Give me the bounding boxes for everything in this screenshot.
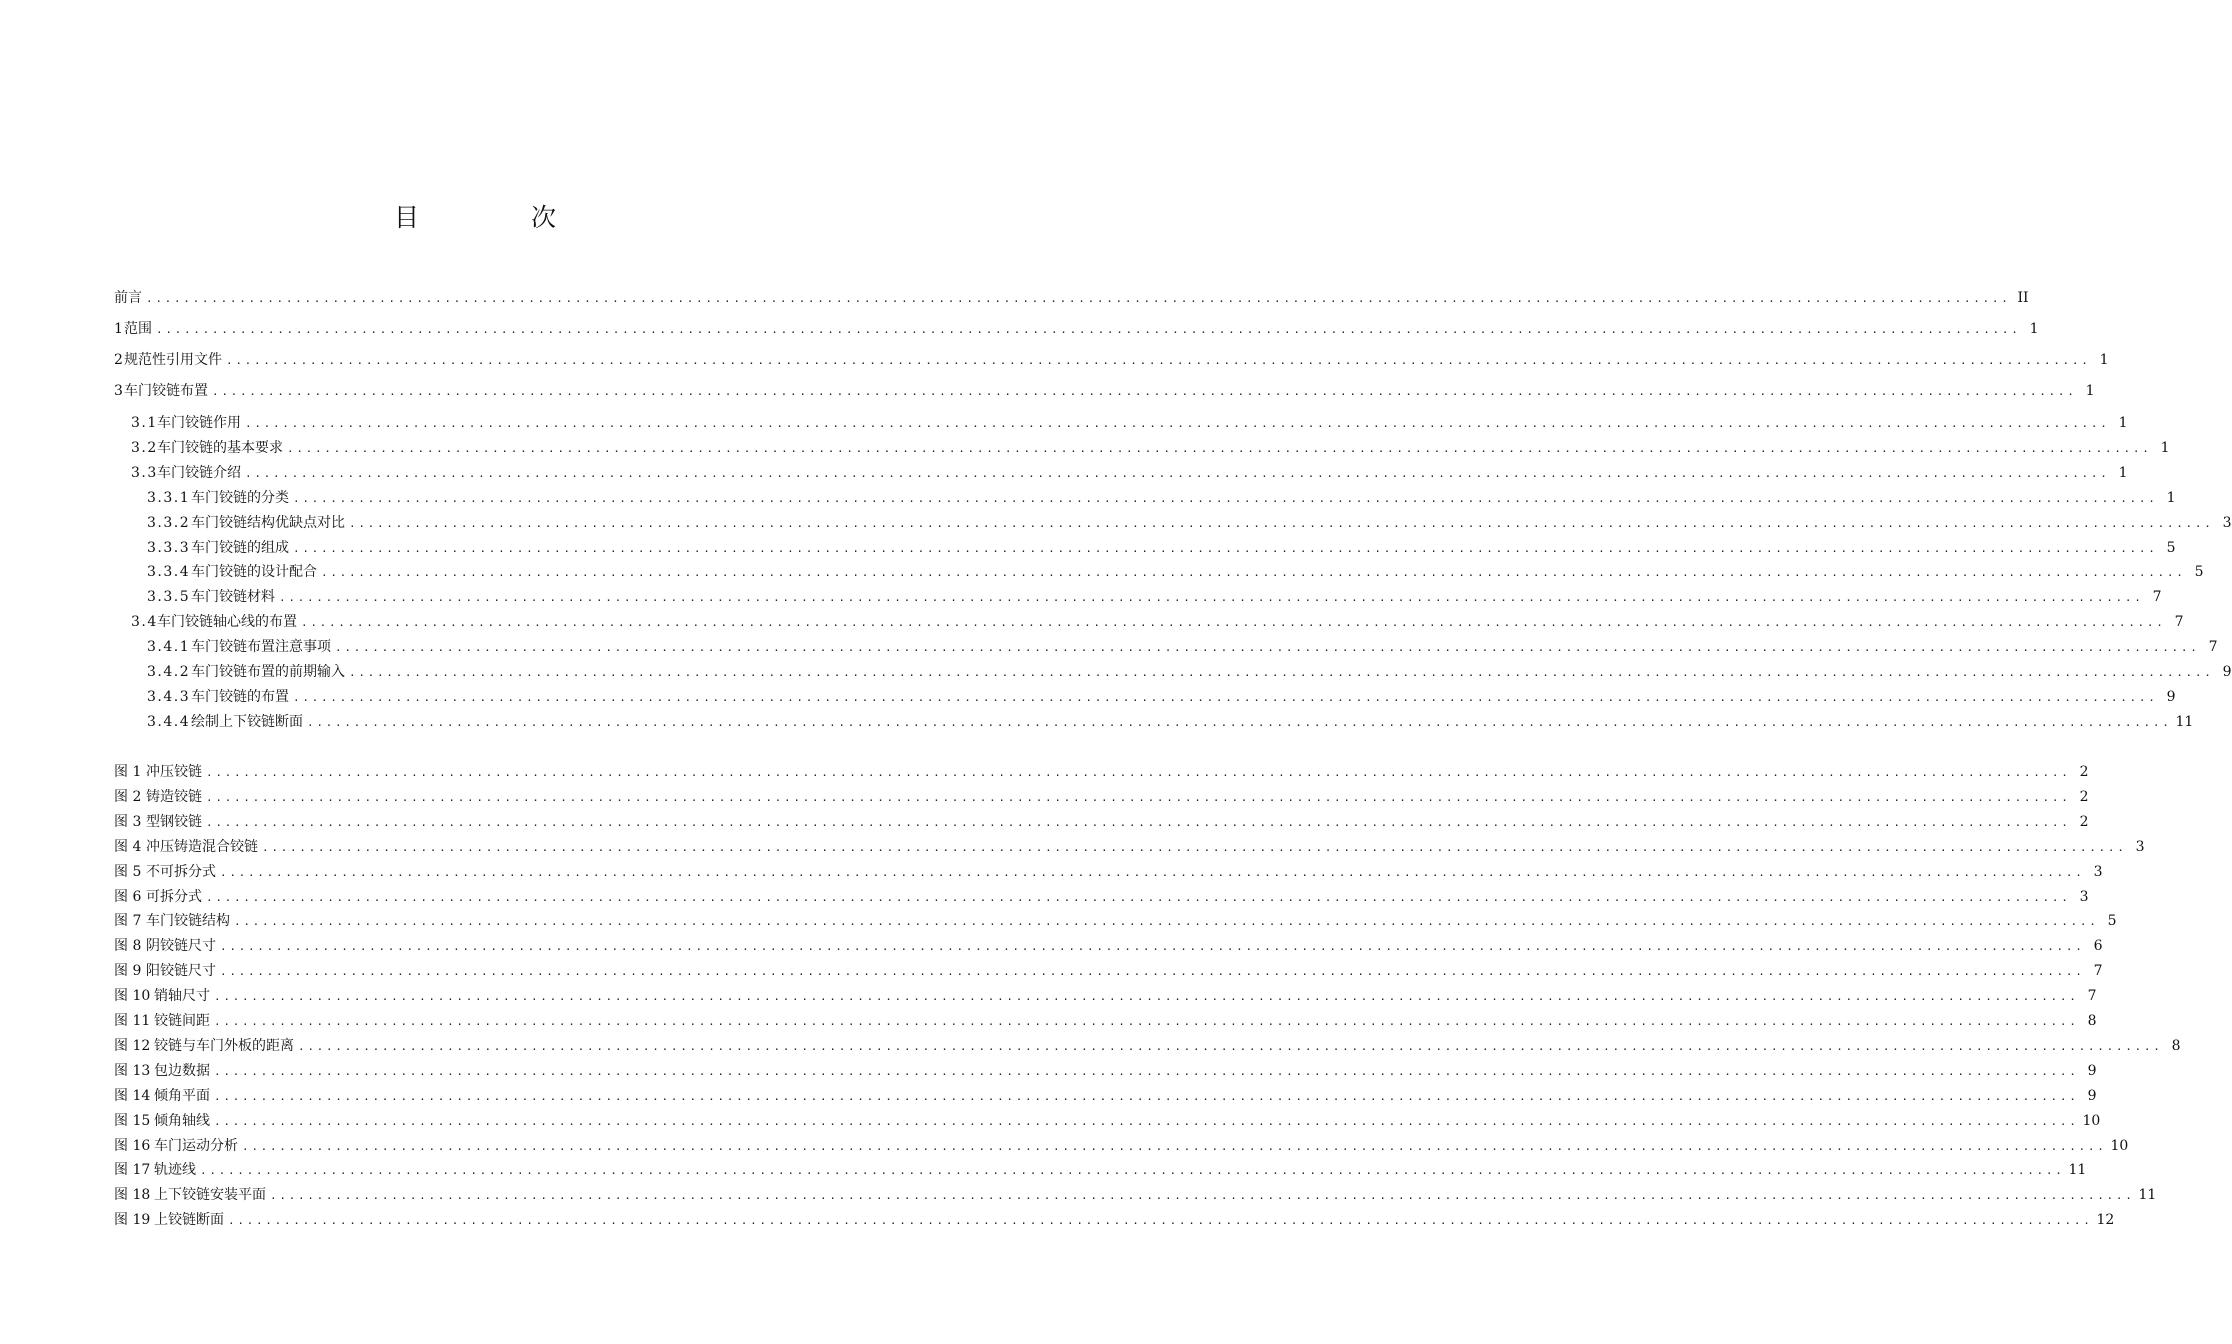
toc-entry-number: 3.3 (131, 465, 158, 481)
figure-number: 图 13 (114, 1062, 151, 1079)
figure-number: 图 8 (114, 938, 142, 955)
figure-label: 销轴尺寸 (154, 988, 210, 1005)
leader-dots: ........................................................................................................................................................................................................ (206, 790, 2071, 804)
toc-entry[interactable] (114, 288, 2029, 308)
figure-entry[interactable] (114, 1136, 2129, 1156)
leader-dots: ........................................................................................................................................................................................................ (349, 517, 2214, 530)
page-title: 目 次 (394, 203, 608, 232)
leader-dots: ........................................................................................................................................................................................................ (206, 766, 2071, 779)
toc-entry[interactable] (131, 413, 2128, 433)
toc-entry-label: 车门铰链作用 (157, 415, 241, 431)
figure-number: 图 19 (114, 1212, 151, 1229)
figure-entry[interactable] (114, 837, 2145, 857)
page-number: 1 (2118, 465, 2128, 481)
toc-entry[interactable] (147, 538, 2176, 558)
page-number: 9 (2087, 1087, 2097, 1104)
leader-dots: ........................................................................................................................................................................................................ (220, 865, 2085, 879)
figure-entry[interactable] (114, 1036, 2181, 1056)
page-number: 9 (2166, 689, 2176, 705)
toc-entry[interactable] (131, 612, 2184, 632)
page-number: 2 (2079, 788, 2089, 805)
leader-dots: ........................................................................................................................................................................................................ (220, 940, 2085, 954)
figure-number: 图 12 (114, 1037, 151, 1054)
figure-number: 图 17 (114, 1162, 151, 1179)
toc-entry[interactable] (114, 350, 2109, 370)
toc-entry-label: 前言 (114, 290, 142, 306)
toc-entry[interactable] (147, 488, 2176, 508)
toc-entry[interactable] (147, 513, 2232, 533)
toc-entry-number: 1 (114, 321, 125, 337)
page-number: 1 (2160, 440, 2170, 456)
figure-label: 倾角轴线 (154, 1112, 210, 1129)
page-number: 11 (2138, 1187, 2157, 1204)
leader-dots: ........................................................................................................................................................................................................ (293, 691, 2158, 704)
figure-number: 图 6 (114, 888, 142, 905)
leader-dots: ........................................................................................................................................................................................................ (200, 1164, 2065, 1178)
leader-dots: ........................................................................................................................................................................................................ (214, 1015, 2079, 1028)
toc-entry-number: 3.4.2 (147, 664, 191, 680)
toc-entry-label: 车门铰链结构优缺点对比 (191, 515, 345, 531)
toc-entry-label: 车门铰链的分类 (191, 490, 289, 506)
leader-dots: ........................................................................................................................................................................................................ (293, 542, 2158, 555)
figure-entry[interactable] (114, 1086, 2097, 1106)
leader-dots: ........................................................................................................................................................................................................ (245, 467, 2110, 480)
leader-dots: ........................................................................................................................................................................................................ (146, 292, 2011, 305)
leader-dots: ........................................................................................................................................................................................................ (226, 354, 2091, 367)
figure-entry[interactable] (114, 762, 2089, 782)
toc-entry-label: 车门铰链的布置 (191, 689, 289, 705)
page-number: 1 (2085, 383, 2095, 399)
figure-label: 阴铰链尺寸 (146, 938, 216, 955)
figure-number: 图 2 (114, 788, 142, 805)
toc-entry[interactable] (147, 587, 2162, 607)
toc-entry-number: 3.2 (131, 440, 158, 456)
page-number: 6 (2093, 938, 2103, 955)
page-number: 12 (2096, 1212, 2115, 1229)
figure-label: 车门运动分析 (154, 1137, 238, 1154)
toc-entry-label: 车门铰链轴心线的布置 (157, 614, 297, 630)
page-number: 10 (2082, 1112, 2101, 1129)
page-number: 3 (2222, 515, 2232, 531)
toc-entry-number: 3.1 (131, 415, 158, 431)
figure-number: 图 16 (114, 1137, 151, 1154)
toc-entry-number: 3.4.1 (147, 639, 191, 655)
toc-entry-label: 车门铰链布置的前期输入 (191, 664, 345, 680)
toc-entry[interactable] (114, 381, 2095, 401)
leader-dots: ........................................................................................................................................................................................................ (321, 566, 2186, 579)
figure-entry[interactable] (114, 961, 2103, 981)
toc-entry[interactable] (131, 438, 2170, 458)
page-number: 9 (2222, 664, 2232, 680)
figure-entry[interactable] (114, 1185, 2157, 1205)
figure-entry[interactable] (114, 887, 2089, 907)
figure-entry[interactable] (114, 812, 2089, 832)
page-number: 3 (2135, 838, 2145, 855)
page-number: 7 (2174, 614, 2184, 630)
leader-dots: ........................................................................................................................................................................................................ (156, 323, 2021, 336)
figure-entry[interactable] (114, 986, 2097, 1006)
figure-label: 轨迹线 (154, 1162, 196, 1179)
toc-entry-number: 3.3.2 (147, 515, 191, 531)
toc-entry-label: 车门铰链的组成 (191, 540, 289, 556)
toc-entry[interactable] (147, 712, 2194, 732)
figure-number: 图 3 (114, 813, 142, 830)
figure-number: 图 1 (114, 764, 142, 780)
figure-number: 图 18 (114, 1187, 151, 1204)
leader-dots: ........................................................................................................................................................................................................ (335, 641, 2200, 654)
leader-dots: ........................................................................................................................................................................................................ (270, 1189, 2135, 1203)
toc-entry-number: 3.3.1 (147, 490, 191, 506)
page-number: 7 (2152, 589, 2162, 605)
page-number: 3 (2079, 888, 2089, 905)
figure-entry[interactable] (114, 1210, 2115, 1230)
toc-entry-label: 车门铰链的设计配合 (191, 564, 317, 580)
figure-number: 图 11 (114, 1013, 151, 1029)
page-number: 8 (2171, 1037, 2181, 1054)
page-number: 10 (2110, 1137, 2129, 1154)
figure-entry[interactable] (114, 862, 2103, 882)
figure-label: 上下铰链安装平面 (154, 1187, 266, 1204)
figure-label: 上铰链断面 (154, 1212, 224, 1229)
leader-dots: ........................................................................................................................................................................................................ (287, 442, 2152, 455)
page-number: 1 (2118, 415, 2128, 431)
page-number: 5 (2166, 540, 2176, 556)
page-number: 7 (2093, 963, 2103, 980)
toc-entry[interactable] (114, 319, 2039, 339)
leader-dots: ........................................................................................................................................................................................................ (214, 1064, 2079, 1078)
toc-entry[interactable] (147, 687, 2176, 707)
figure-number: 图 10 (114, 988, 151, 1005)
toc-entry-label: 规范性引用文件 (124, 352, 222, 368)
leader-dots: ........................................................................................................................................................................................................ (234, 915, 2099, 929)
page-number: 11 (2068, 1162, 2087, 1179)
leader-dots: ........................................................................................................................................................................................................ (293, 492, 2158, 505)
page-number: 8 (2087, 1013, 2097, 1029)
figure-label: 不可拆分式 (146, 863, 216, 880)
figure-entry[interactable] (114, 1111, 2101, 1131)
page-number: 3 (2093, 863, 2103, 880)
leader-dots: ........................................................................................................................................................................................................ (301, 616, 2166, 629)
leader-dots: ........................................................................................................................................................................................................ (214, 1089, 2079, 1103)
page-number: 11 (2175, 714, 2194, 730)
toc-entry-label: 范围 (124, 321, 152, 337)
toc-entry-number: 2 (114, 352, 125, 368)
figure-label: 铰链间距 (154, 1013, 210, 1029)
figure-label: 冲压铰链 (146, 764, 202, 780)
figure-number: 图 9 (114, 963, 142, 980)
figure-number: 图 5 (114, 863, 142, 880)
page-number: 7 (2208, 639, 2218, 655)
leader-dots: ........................................................................................................................................................................................................ (245, 417, 2110, 430)
toc-entry-label: 车门铰链的基本要求 (157, 440, 283, 456)
figure-entry[interactable] (114, 787, 2089, 807)
leader-dots: ........................................................................................................................................................................................................ (298, 1039, 2163, 1053)
figure-label: 铰链与车门外板的距离 (154, 1037, 294, 1054)
figure-entry[interactable] (114, 1061, 2097, 1081)
toc-entry-number: 3.3.3 (147, 540, 191, 556)
figure-entry[interactable] (114, 911, 2117, 931)
figure-number: 图 4 (114, 838, 142, 855)
leader-dots: ........................................................................................................................................................................................................ (214, 990, 2079, 1004)
figure-label: 可拆分式 (146, 888, 202, 905)
figure-number: 图 15 (114, 1112, 151, 1129)
toc-entry-number: 3.4.3 (147, 689, 191, 705)
toc-entry[interactable] (147, 562, 2204, 582)
toc-entry[interactable] (131, 463, 2128, 483)
toc-entry-label: 车门铰链材料 (191, 589, 275, 605)
page-number: 5 (2107, 913, 2117, 930)
leader-dots: ........................................................................................................................................................................................................ (279, 591, 2144, 604)
toc-entry-number: 3.4.4 (147, 714, 191, 730)
figure-label: 阳铰链尺寸 (146, 963, 216, 980)
leader-dots: ........................................................................................................................................................................................................ (214, 1114, 2079, 1128)
toc-entry-label: 绘制上下铰链断面 (191, 714, 303, 730)
leader-dots: ........................................................................................................................................................................................................ (212, 385, 2077, 398)
page-number: II (2017, 290, 2029, 306)
leader-dots: ........................................................................................................................................................................................................ (228, 1214, 2093, 1228)
page-number: 5 (2194, 564, 2204, 580)
page-number: 2 (2079, 813, 2089, 830)
figure-label: 型钢铰链 (146, 813, 202, 830)
figure-label: 冲压铸造混合铰链 (146, 838, 258, 855)
page-number: 7 (2087, 988, 2097, 1005)
figure-number: 图 14 (114, 1087, 151, 1104)
figure-entry[interactable] (114, 1160, 2087, 1180)
leader-dots: ........................................................................................................................................................................................................ (307, 716, 2172, 729)
page-number: 9 (2087, 1062, 2097, 1079)
toc-entry-label: 车门铰链介绍 (157, 465, 241, 481)
leader-dots: ........................................................................................................................................................................................................ (349, 666, 2214, 679)
figure-label: 倾角平面 (154, 1087, 210, 1104)
toc-entry[interactable] (147, 662, 2232, 682)
figure-entry[interactable] (114, 936, 2103, 956)
leader-dots: ........................................................................................................................................................................................................ (242, 1139, 2107, 1153)
leader-dots: ........................................................................................................................................................................................................ (262, 840, 2127, 854)
toc-entry-number: 3.3.4 (147, 564, 191, 580)
toc-entry[interactable] (147, 637, 2218, 657)
figure-label: 铸造铰链 (146, 788, 202, 805)
page-number: 2 (2079, 764, 2089, 780)
toc-entry-label: 车门铰链布置 (124, 383, 208, 399)
page-number: 1 (2099, 352, 2109, 368)
toc-entry-number: 3 (114, 383, 125, 399)
figure-number: 图 7 (114, 913, 142, 930)
toc-entry-number: 3.3.5 (147, 589, 191, 605)
figure-label: 包边数据 (154, 1062, 210, 1079)
leader-dots: ........................................................................................................................................................................................................ (206, 815, 2071, 829)
page-number: 1 (2166, 490, 2176, 506)
toc-entry-number: 3.4 (131, 614, 158, 630)
figure-entry[interactable] (114, 1011, 2097, 1031)
leader-dots: ........................................................................................................................................................................................................ (220, 965, 2085, 979)
toc-entry-label: 车门铰链布置注意事项 (191, 639, 331, 655)
figure-label: 车门铰链结构 (146, 913, 230, 930)
page-number: 1 (2029, 321, 2039, 337)
leader-dots: ........................................................................................................................................................................................................ (206, 890, 2071, 904)
